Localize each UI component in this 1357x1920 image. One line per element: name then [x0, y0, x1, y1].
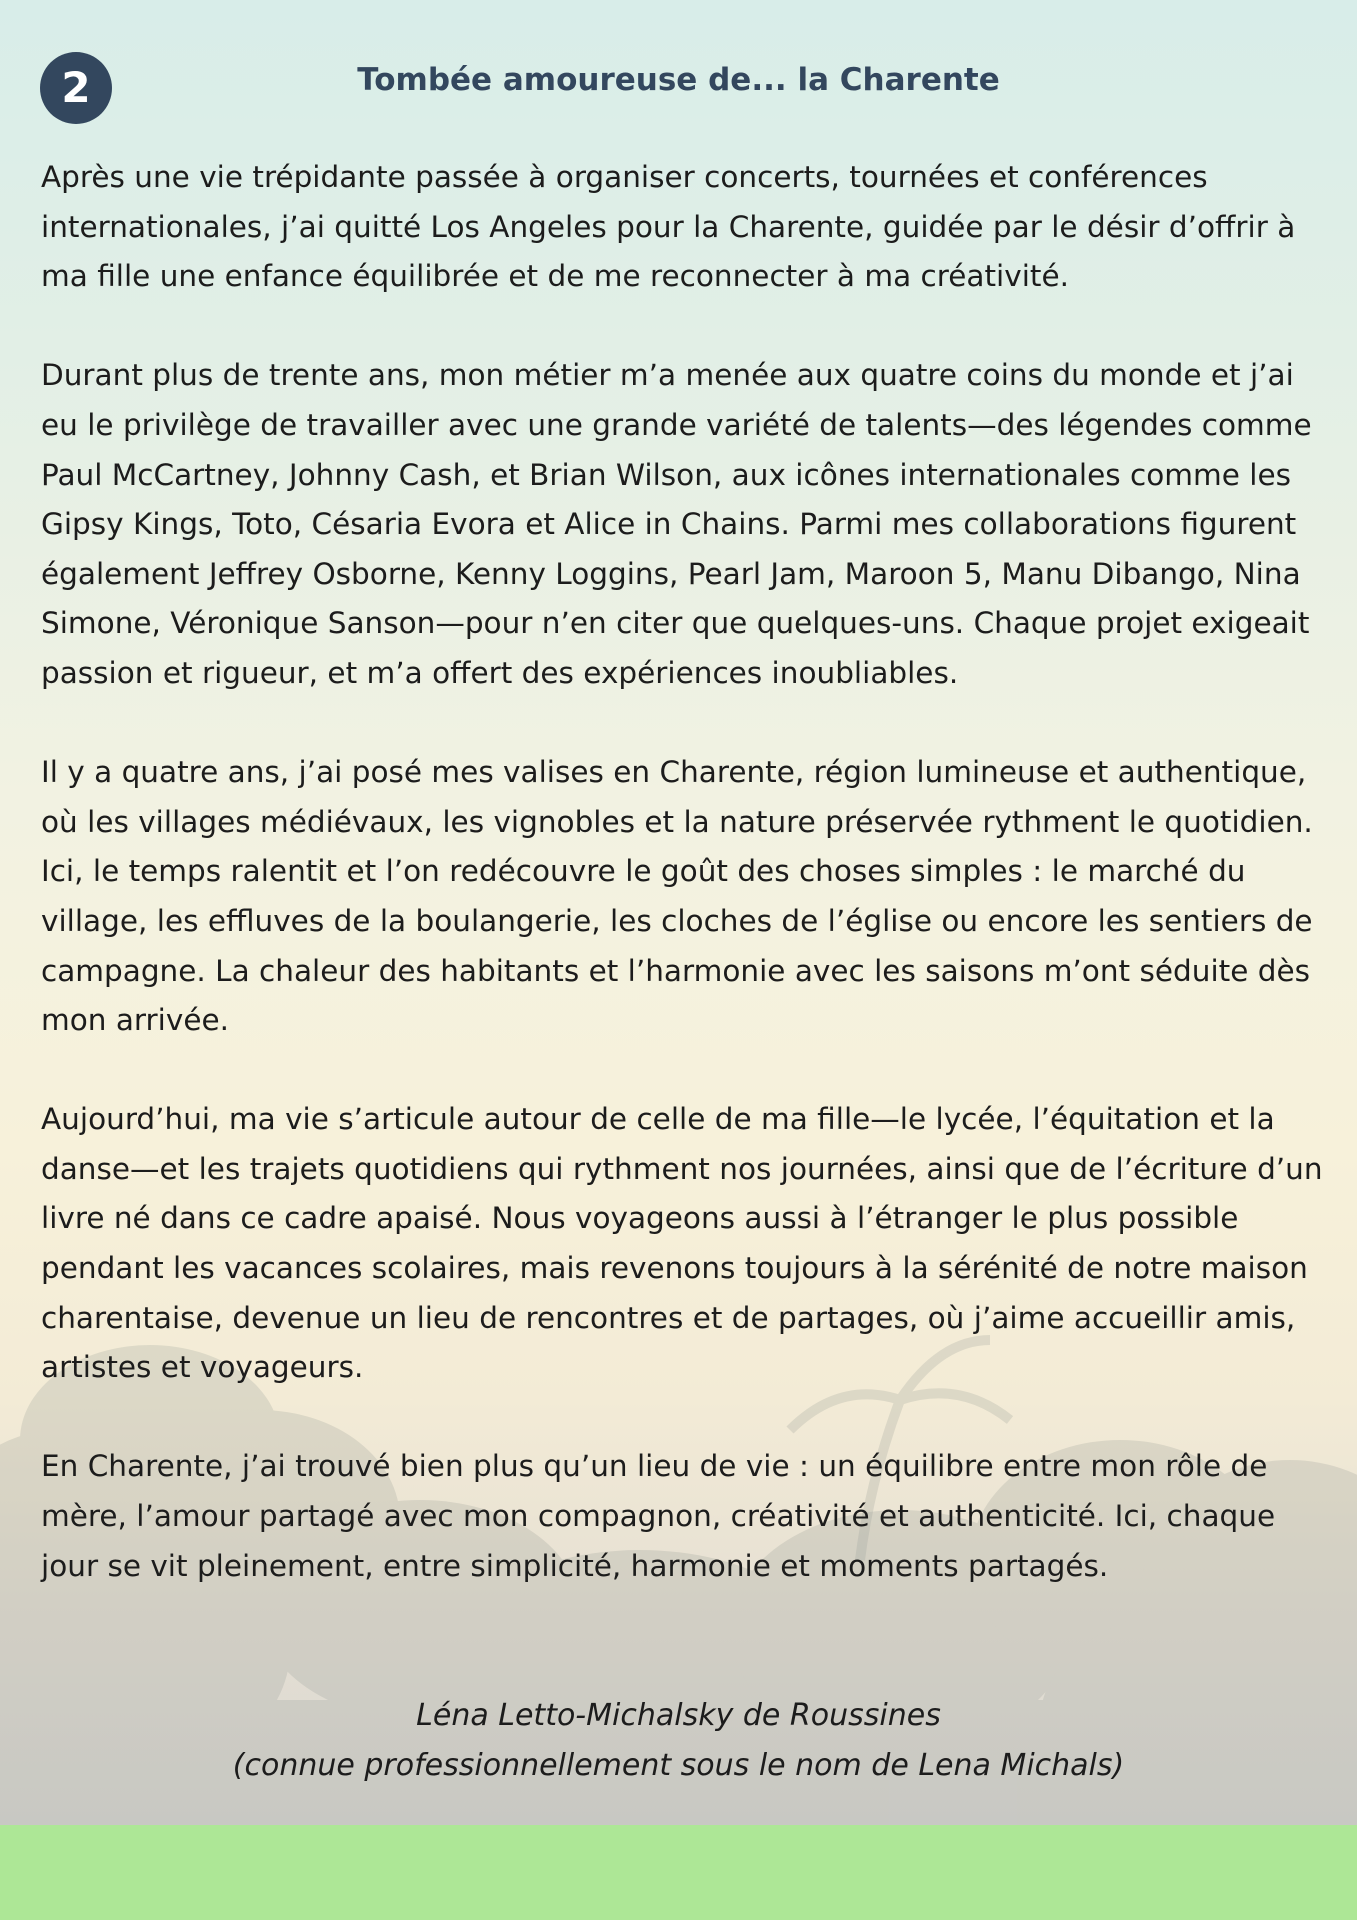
signature-name: Léna Letto-Michalsky de Roussines	[416, 1698, 941, 1733]
signature-subtitle: (connue professionnellement sous le nom de Lena Michals)	[232, 1748, 1125, 1783]
section-number-badge: 2	[40, 52, 112, 124]
signature-block	[0, 1691, 1357, 1791]
paragraph-3: Il y a quatre ans, j’ai posé mes valises en Charente, région lumineuse et authentique, où les villages médiévaux, les vignobles et la nature préservée rythment le quotidien. Ici, le temps ralentit et l’on redécouvre le goût des choses simples : le marché du village, les effluves de la boulangerie, les cloches de l’église ou encore les sentiers de campagne. La chaleur des habitants et l’harmonie avec les saisons m’ont séduite dès mon arrivée.	[41, 755, 1313, 1038]
footer-band	[0, 1825, 1357, 1920]
paragraph-5: En Charente, j’ai trouvé bien plus qu’un lieu de vie : un équilibre entre mon rôle de mère, l’amour partagé avec mon compagnon, créativité et authenticité. Ici, chaque jour se vit pleinement, entre simplicité, harmonie et moments partagés.	[41, 1449, 1276, 1583]
page-title: Tombée amoureuse de... la Charente	[357, 62, 1000, 98]
paragraph-4: Aujourd’hui, ma vie s’articule autour de celle de ma fille—le lycée, l’équitation et la danse—et les trajets quotidiens qui rythment nos journées, ainsi que de l’écriture d’un livre né dans ce cadre apaisé. Nous voyageons aussi à l’étranger le plus possible pendant les vacances scolaires, mais revenons toujours à la sérénité de notre maison charentaise, devenue un lieu de rencontres et de partages, où j’aime accueillir amis, artistes et voyageurs.	[41, 1102, 1323, 1385]
article-body	[41, 153, 1331, 1641]
paragraph-2: Durant plus de trente ans, mon métier m’a menée aux quatre coins du monde et j’ai eu le privilège de travailler avec une grande variété de talents—des légendes comme Paul McCartney, Johnny Cash, et Brian Wilson, aux icônes internationales comme les Gipsy Kings, Toto, Césaria Evora et Alice in Chains. Parmi mes collaborations figurent également Jeffrey Osborne, Kenny Loggins, Pearl Jam, Maroon 5, Manu Dibango, Nina Simone, Véronique Sanson—pour n’en citer que quelques-uns. Chaque projet exigeait passion et rigueur, et m’a offert des expériences inoubliables.	[41, 358, 1312, 690]
paragraph-1: Après une vie trépidante passée à organiser concerts, tournées et conférences internationales, j’ai quitté Los Angeles pour la Charente, guidée par le désir d’offrir à ma fille une enfance équilibrée et de me reconnecter à ma créativité.	[41, 160, 1296, 294]
